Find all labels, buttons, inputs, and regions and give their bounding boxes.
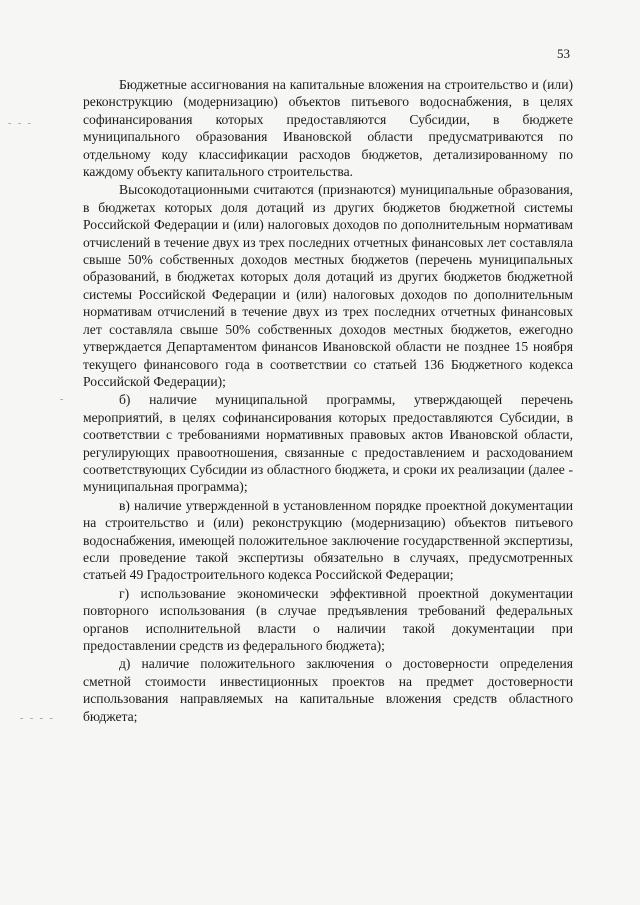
scan-mark: - - - - <box>20 713 55 724</box>
paragraph: Высокодотационными считаются (признаются) муниципальные образования, в бюджетах которых доля дотаций из других бюджетов бюджетной системы Российской Федерации и (или) налоговых доходов по дополнительным нормативам отчислений в течение двух из трех последних отчетных финансовых лет составляла свыше 50% собственных доходов местных бюджетов (перечень муниципальных образований, в бюджетах которых доля дотаций из других бюджетов бюджетной системы Российской Федерации и (или) налоговых доходов по дополнительным нормативам отчислений в течение двух из трех последних отчетных финансовых лет составляла свыше 50% собственных доходов местных бюджетов, ежегодно утверждается Департаментом финансов Ивановской области не позднее 15 ноября текущего финансового года в соответствии со статьей 136 Бюджетного кодекса Российской Федерации); <box>83 182 573 389</box>
paragraph: г) использование экономически эффективной проектной документации повторного использования (в случае предъявления требований федеральных органов исполнительной власти о наличии такой документации при предоставлении средств из федерального бюджета); <box>83 585 573 653</box>
paragraph: Бюджетные ассигнования на капитальные вложения на строительство и (или) реконструкцию (модернизацию) объектов питьевого водоснабжения, в целях софинансирования которых предоставляются Субсидии, в бюджете муниципального образования Ивановской области предусматриваются по отдельному коду классификации расходов бюджетов, детализированному по каждому объекту капитального строительства. <box>83 77 573 180</box>
document-body <box>83 76 573 725</box>
paragraph: б) наличие муниципальной программы, утверждающей перечень мероприятий, в целях софинансирования которых предоставляются Субсидии, в соответствии с требованиями нормативных правовых актов Ивановской области, регулирующих правоотношения, связанные с предоставлением и расходованием соответствующих Субсидии из областного бюджета, и сроки их реализации (далее - муниципальная программа); <box>83 392 573 495</box>
paragraph: д) наличие положительного заключения о достоверности определения сметной стоимости инвестиционных проектов на предмет достоверности использования направляемых на капитальные вложения средств областного бюджета; <box>83 656 573 724</box>
paragraph: в) наличие утвержденной в установленном порядке проектной документации на строительство и (или) реконструкцию (модернизацию) объектов питьевого водоснабжения, имеющей положительное заключение государственной экспертизы, если проведение такой экспертизы обязательно в случаях, предусмотренных статьей 49 Градостроительного кодекса Российской Федерации; <box>83 497 573 583</box>
scan-mark: - <box>60 394 66 405</box>
page-number: 53 <box>557 46 570 61</box>
scan-mark: - - - <box>8 118 33 129</box>
